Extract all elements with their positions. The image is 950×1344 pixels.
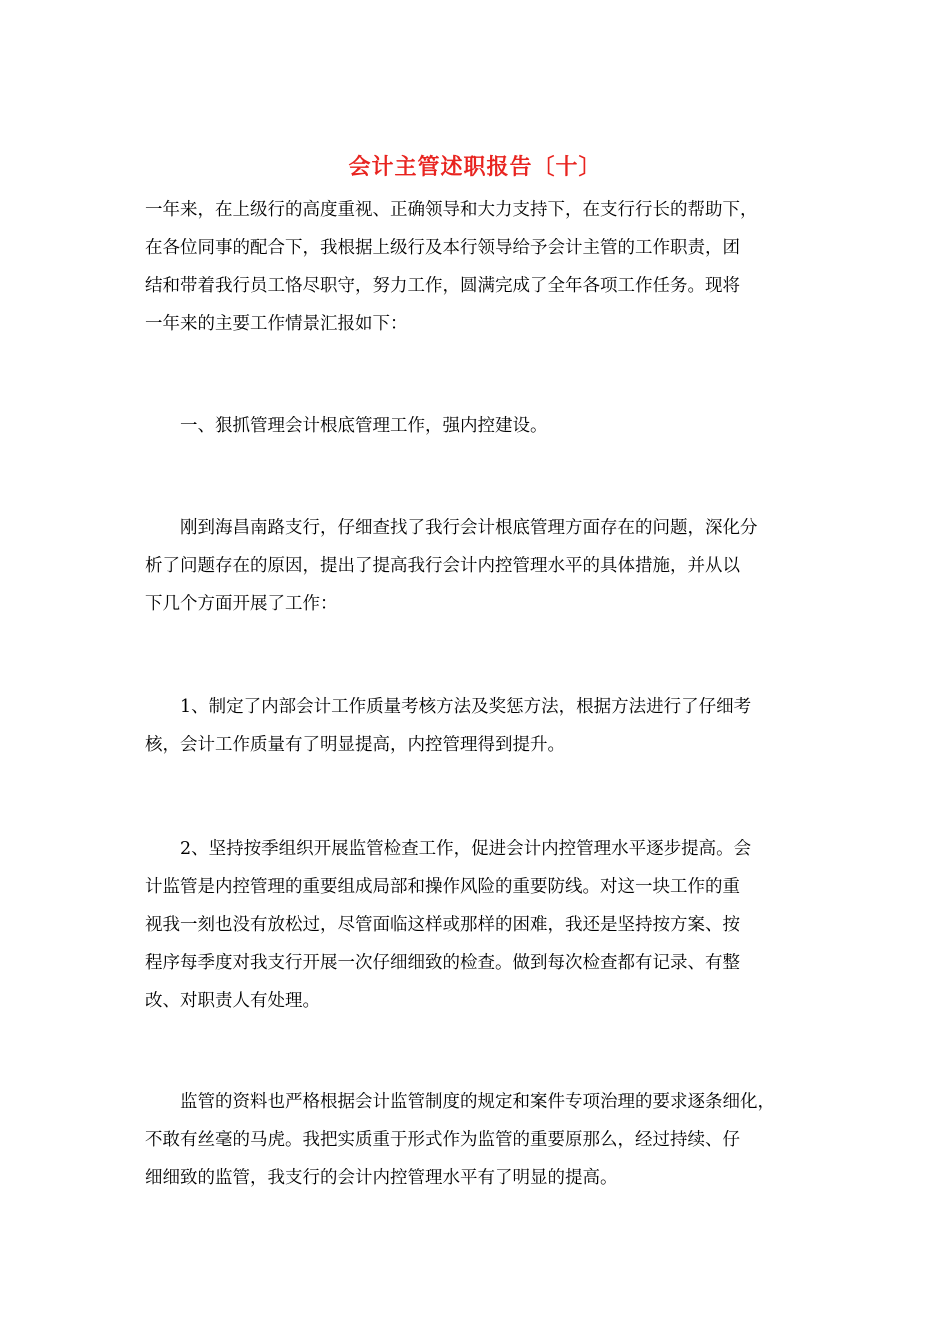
- paragraph-item-1: [145, 688, 810, 764]
- text-line: 核，会计工作质量有了明显提高，内控管理得到提升。: [145, 735, 565, 755]
- paragraph-section-1-body: [145, 509, 810, 623]
- text-line: 析了问题存在的原因，提出了提高我行会计内控管理水平的具体措施，并从以: [145, 556, 740, 576]
- text-line: 计监管是内控管理的重要组成局部和操作风险的重要防线。对这一块工作的重: [145, 877, 740, 897]
- text-line: 1、制定了内部会计工作质量考核方法及奖惩方法，根据方法进行了仔细考: [145, 697, 752, 717]
- text-line: 结和带着我行员工恪尽职守，努力工作，圆满完成了全年各项工作任务。现将: [145, 276, 740, 296]
- text-line: 一、狠抓管理会计根底管理工作，强内控建设。: [145, 416, 548, 436]
- text-line: 在各位同事的配合下，我根据上级行及本行领导给予会计主管的工作职责，团: [145, 238, 740, 258]
- text-line: 改、对职责人有处理。: [145, 991, 320, 1011]
- paragraph-supervision: [145, 1083, 810, 1197]
- text-line: 一年来，在上级行的高度重视、正确领导和大力支持下，在支行行长的帮助下，: [145, 200, 758, 220]
- paragraph-intro: [145, 191, 810, 343]
- text-line: 2、坚持按季组织开展监管检查工作，促进会计内控管理水平逐步提高。会: [145, 839, 752, 859]
- text-line: 视我一刻也没有放松过，尽管面临这样或那样的困难，我还是坚持按方案、按: [145, 915, 740, 935]
- section-1-heading: [145, 407, 810, 445]
- text-line: 细细致的监管，我支行的会计内控管理水平有了明显的提高。: [145, 1168, 618, 1188]
- text-line: 程序每季度对我支行开展一次仔细细致的检查。做到每次检查都有记录、有整: [145, 953, 740, 973]
- text-line: 监管的资料也严格根据会计监管制度的规定和案件专项治理的要求逐条细化，: [145, 1092, 775, 1112]
- text-line: 刚到海昌南路支行，仔细查找了我行会计根底管理方面存在的问题，深化分: [145, 518, 758, 538]
- document-title: 会计主管述职报告〔十〕: [348, 154, 602, 180]
- text-line: 下几个方面开展了工作：: [145, 594, 338, 614]
- text-line: 一年来的主要工作情景汇报如下：: [145, 314, 408, 334]
- paragraph-item-2: [145, 830, 810, 1020]
- text-line: 不敢有丝毫的马虎。我把实质重于形式作为监管的重要原那么，经过持续、仔: [145, 1130, 740, 1150]
